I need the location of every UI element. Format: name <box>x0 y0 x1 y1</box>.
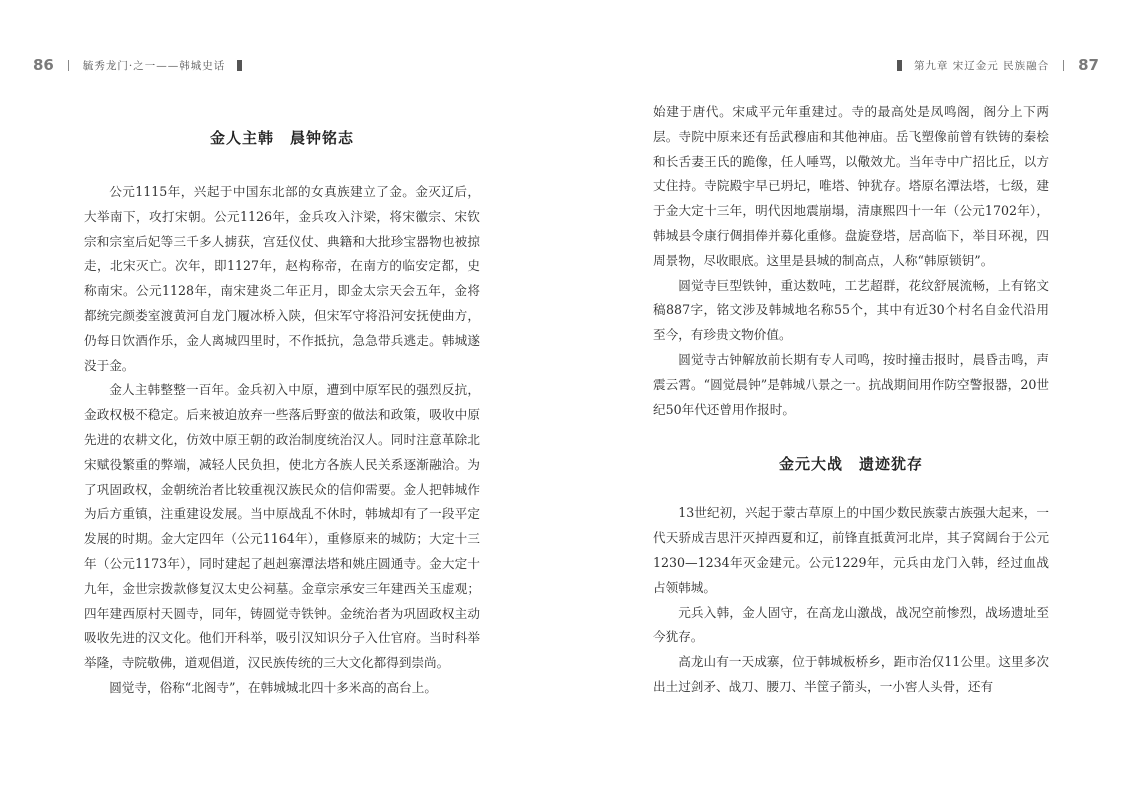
left-running-header <box>33 54 242 76</box>
left-page-number: 86 <box>33 56 54 74</box>
section-title: 金人主韩 晨钟铭志 <box>209 129 354 147</box>
body-paragraph: 高龙山有一天成寨，位于韩城板桥乡，距市治仅11公里。这里多次出土过剑矛、战刀、腰刀、半筐子箭头，一小窖人头骨，还有 <box>653 654 1049 694</box>
header-divider <box>1063 60 1064 71</box>
right-page-number: 87 <box>1078 56 1099 74</box>
left-page <box>84 100 480 701</box>
right-page <box>653 100 1049 700</box>
header-block-mark <box>237 60 242 71</box>
body-paragraph: 元兵入韩，金人固守，在高龙山激战，战况空前惨烈，战场遗址至今犹存。 <box>653 604 1049 645</box>
body-paragraph: 公元1115年，兴起于中国东北部的女真族建立了金。金灭辽后，大举南下，攻打宋朝。公元1126年，金兵攻入汴梁，将宋徽宗、宋钦宗和宗室后妃等三千多人掳获，宫廷仪仗、典籍和大批珍宝器物也被掠走，北宋灭亡。次年，即1127年，赵构称帝，在南方的临安定都，史称南宋。公元1128年，南宋建炎二年正月，即金太宗天会五年，金将都统完颜娄室渡黄河自龙门履冰桥入陕，但宋军守将沿河安抚使曲方，仍每日饮酒作乐，金人离城四里时，不作抵抗，急急带兵逃走。韩城遂没于金。 <box>84 184 480 373</box>
body-paragraph: 圆觉寺古钟解放前长期有专人司鸣，按时撞击报时，晨昏击鸣，声震云霄。“圆觉晨钟”是韩城八景之一。抗战期间用作防空警报器，20世纪50年代还曾用作报时。 <box>653 351 1049 417</box>
body-paragraph: 圆觉寺巨型铁钟，重达数吨，工艺超群，花纹舒展流畅，上有铭文稿887字，铭文涉及韩城地名称55个，其中有近30个村名自金代沿用至今，有珍贵文物价值。 <box>653 277 1049 343</box>
header-block-mark <box>897 60 902 71</box>
right-running-header <box>897 54 1099 76</box>
body-paragraph: 13世纪初，兴起于蒙古草原上的中国少数民族蒙古族强大起来，一代天骄成吉思汗灭掉西夏和辽，前锋直抵黄河北岸，其子窝阔台于公元1230—1234年灭金建元。公元1229年，元兵由龙门入韩，经过血战占领韩城。 <box>653 505 1049 595</box>
section-title: 金元大战 遗迹犹存 <box>778 455 923 474</box>
header-divider <box>68 60 69 71</box>
body-paragraph: 圆觉寺，俗称“北阁寺”，在韩城城北四十多米高的高台上。 <box>109 679 437 695</box>
right-header-title: 第九章 宋辽金元 民族融合 <box>913 59 1050 72</box>
left-header-title: 毓秀龙门·之一——韩城史话 <box>82 59 226 72</box>
continued-paragraph: 始建于唐代。宋咸平元年重建过。寺的最高处是凤鸣阁，阁分上下两层。寺院中原来还有岳武穆庙和其他神庙。岳飞塑像前曾有铁铸的秦桧和长舌妻王氏的跪像，任人唾骂，以儆效尤。当年寺中广招比丘，以方丈住持。寺院殿宇早已坍圮，唯塔、钟犹存。塔原名潭法塔，七级，建于金大定十三年，明代因地震崩塌，清康熙四十一年（公元1702年），韩城县令康行倜捐俸并募化重修。盘旋登塔，居高临下，举目环视，四周景物，尽收眼底。这里是县城的制高点，人称“韩原锁钥”。 <box>653 104 1049 268</box>
body-paragraph: 金人主韩整整一百年。金兵初入中原，遭到中原军民的强烈反抗，金政权极不稳定。后来被迫放弃一些落后野蛮的做法和政策，吸收中原先进的农耕文化，仿效中原王朝的政治制度统治汉人。同时注意革除北宋赋役繁重的弊端，减轻人民负担，使北方各族人民关系逐渐融洽。为了巩固政权，金朝统治者比较重视汉族民众的信仰需要。金人把韩城作为后方重镇，注重建设发展。当中原战乱不休时，韩城却有了一段平定发展的时期。金大定四年（公元1164年），重修原来的城防；大定十三年（公元1173年），同时建起了赳赳寨潭法塔和姚庄圆通寺。金大定十九年，金世宗拨款修复汉太史公祠墓。金章宗承安三年建西关玉虚观；四年建西原村天圆寺，同年，铸圆觉寺铁钟。金统治者为巩固政权主动吸收先进的汉文化。他们开科举，吸引汉知识分子入仕官府。当时科举举隆，寺院敬佛，道观倡道，汉民族传统的三大文化都得到崇尚。 <box>84 382 480 671</box>
